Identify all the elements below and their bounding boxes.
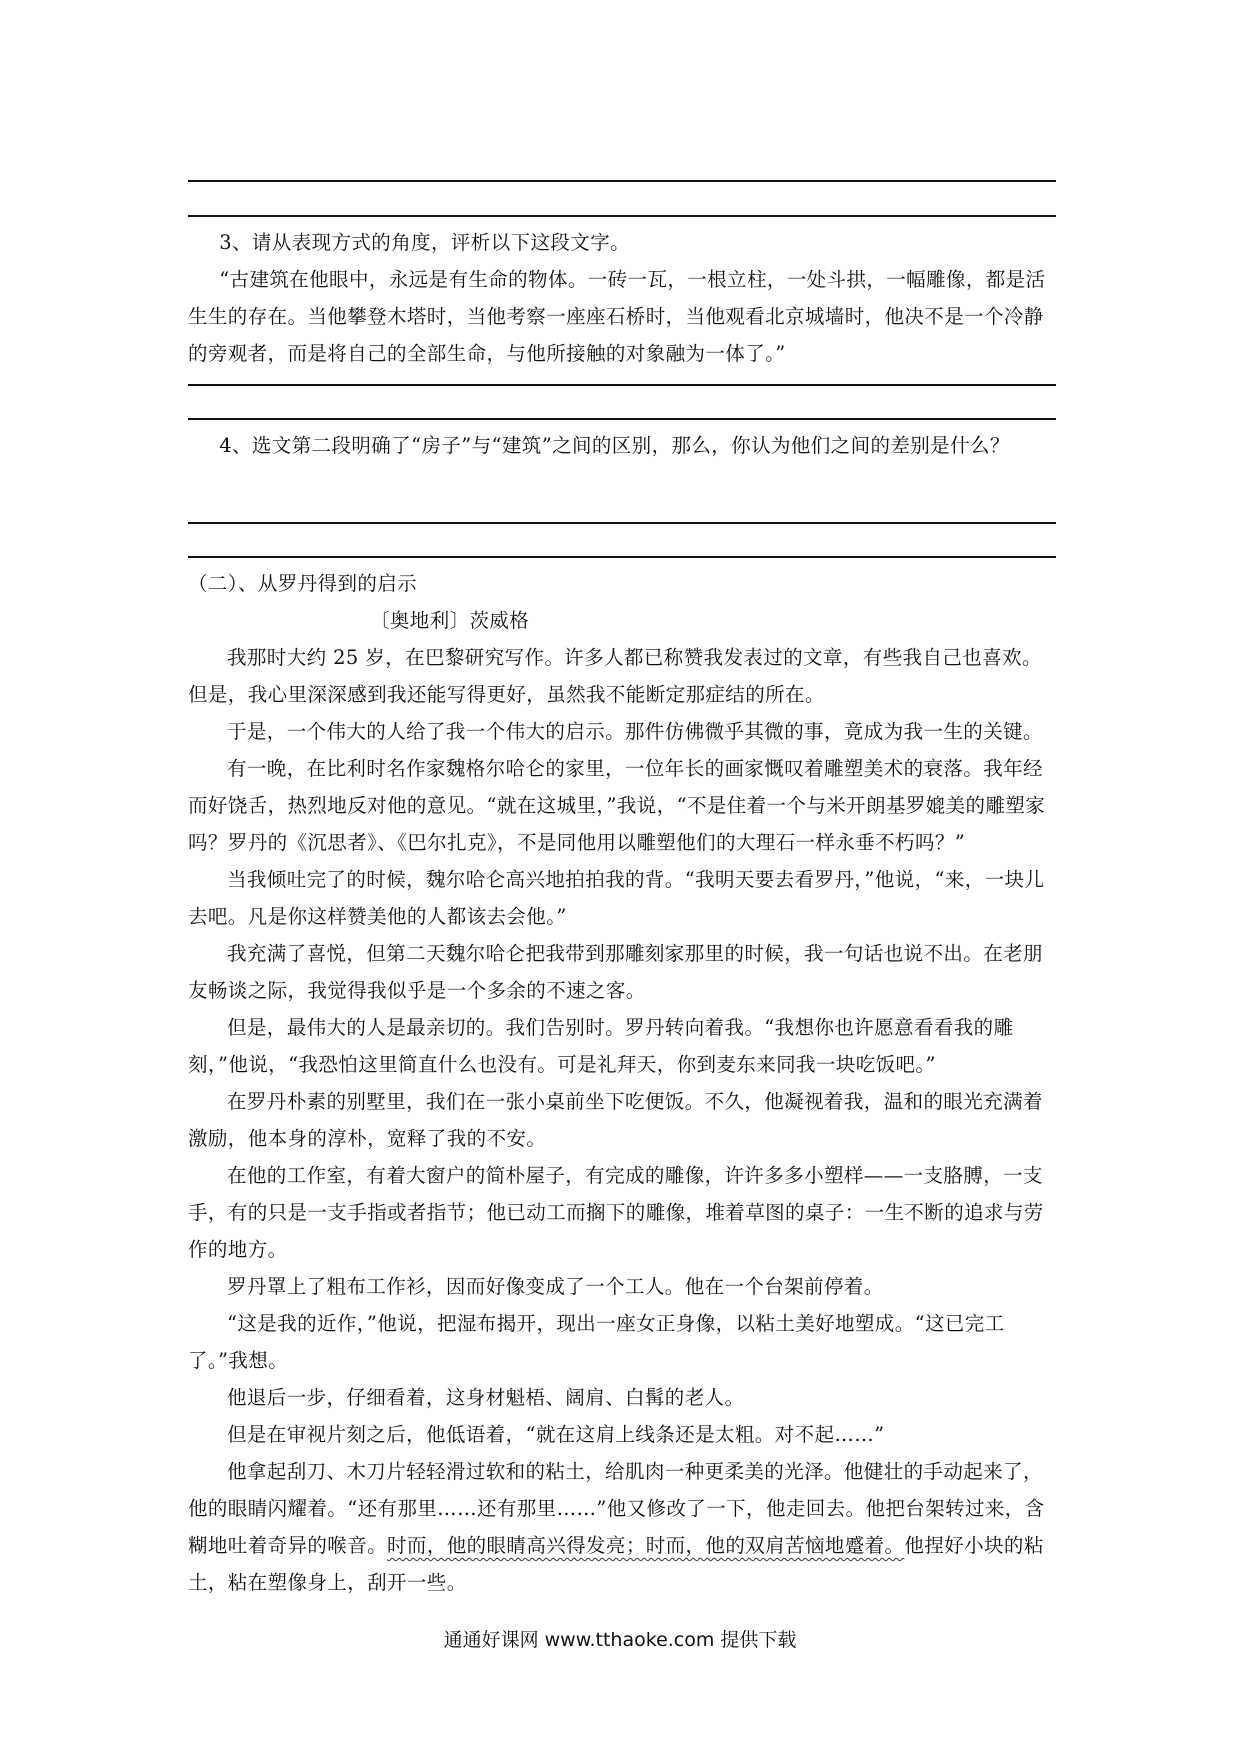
answer-line — [188, 215, 1056, 217]
paragraph: 罗丹罩上了粗布工作衫，因而好像变成了一个工人。他在一个台架前停着。 — [227, 1275, 884, 1298]
answer-line — [188, 522, 1056, 524]
paragraph-text: 他捏好小块的粘土，粘在塑像身上，刮开一些。 — [188, 1534, 1044, 1594]
section-author: 〔奥地利〕茨威格 — [370, 609, 530, 632]
answer-line — [188, 180, 1056, 182]
section-title: （二）、从罗丹得到的启示 — [188, 572, 418, 595]
paragraph-last — [188, 1453, 1056, 1601]
answer-line — [188, 384, 1056, 386]
paragraph: 但是在审视片刻之后，他低语着，“就在这肩上线条还是太粗。对不起……” — [227, 1423, 885, 1446]
paragraph: 我那时大约 25 岁，在巴黎研究写作。许多人都已称赞我发表过的文章，有些我自己也喜欢。但是，我心里深深感到我还能写得更好，虽然我不能断定那症结的所在。 — [188, 646, 1042, 706]
article-body — [188, 639, 1056, 1601]
paragraph: 当我倾吐完了的时候，魏尔哈仑高兴地拍拍我的背。“我明天要去看罗丹，”他说，“来，一块儿去吧。凡是你这样赞美他的人都该去会他。” — [188, 868, 1045, 928]
answer-line — [188, 556, 1056, 558]
question-3-prompt: 3、请从表现方式的角度，评析以下这段文字。 — [219, 231, 630, 254]
paragraph: 在他的工作室，有着大窗户的简朴屋子，有完成的雕像，许许多多小塑样——一支胳膊，一支手，有的只是一支手指或者指节；他已动工而搁下的雕像，堆着草图的桌子：一生不断的追求与劳作的地方。 — [188, 1164, 1044, 1261]
paragraph: 有一晚，在比利时名作家魏格尔哈仑的家里，一位年长的画家慨叹着雕塑美术的衰落。我年经而好饶舌，热烈地反对他的意见。“就在这城里，”我说，“不是住着一个与米开朗基罗媲美的雕塑家吗？罗丹的《沉思者》、《巴尔扎克》，不是同他用以雕塑他们的大理石一样永垂不朽吗？” — [188, 757, 1046, 854]
page-footer: 通通好课网 www.tthaoke.com 提供下载 — [443, 1629, 797, 1651]
paragraph: 于是，一个伟大的人给了我一个伟大的启示。那件仿佛微乎其微的事，竟成为我一生的关键。 — [227, 720, 1043, 743]
paragraph: 但是，最伟大的人是最亲切的。我们告别时。罗丹转向着我。“我想你也许愿意看看我的雕刻，”他说，“我恐怕这里简直什么也没有。可是礼拜天，你到麦东来同我一块吃饭吧。” — [188, 1016, 1014, 1076]
paragraph-text: 他拿起刮刀、木刀片轻轻滑过软和的粘土，给肌肉一种更柔美的光泽。他健壮的手动起来了，他的眼睛闪耀着。“还有那里……还有那里……”他又修改了一下，他走回去。他把台架转过来，含糊地吐着奇异的喉音。 — [188, 1460, 1045, 1557]
answer-line — [188, 418, 1056, 420]
paragraph: 他退后一步，仔细看着，这身材魁梧、阔肩、白髯的老人。 — [227, 1386, 745, 1409]
paragraph: “这是我的近作，”他说，把湿布揭开，现出一座女正身像，以粘土美好地塑成。“这已完工了。”我想。 — [188, 1312, 1005, 1372]
question-3-quote: “古建筑在他眼中，永远是有生命的物体。一砖一瓦，一根立柱，一处斗拱，一幅雕像，都是活生生的存在。当他攀登木塔时，当他考察一座座石桥时，当他观看北京城墙时，他决不是一个冷静的旁观者，而是将自己的全部生命，与他所接触的对象融为一体了。” — [188, 268, 1046, 365]
question-4-prompt: 4、选文第二段明确了“房子”与“建筑”之间的区别，那么，你认为他们之间的差别是什么？ — [219, 434, 1010, 457]
paragraph: 在罗丹朴素的别墅里，我们在一张小桌前坐下吃便饭。不久，他凝视着我，温和的眼光充满着激励，他本身的淳朴，宽释了我的不安。 — [188, 1090, 1043, 1150]
underlined-sentence: 时而，他的眼睛高兴得发亮；时而，他的双肩苦恼地蹙着。 — [387, 1534, 905, 1557]
paragraph: 我充满了喜悦，但第二天魏尔哈仑把我带到那雕刻家那里的时候，我一句话也说不出。在老朋友畅谈之际，我觉得我似乎是一个多余的不速之客。 — [188, 942, 1043, 1002]
